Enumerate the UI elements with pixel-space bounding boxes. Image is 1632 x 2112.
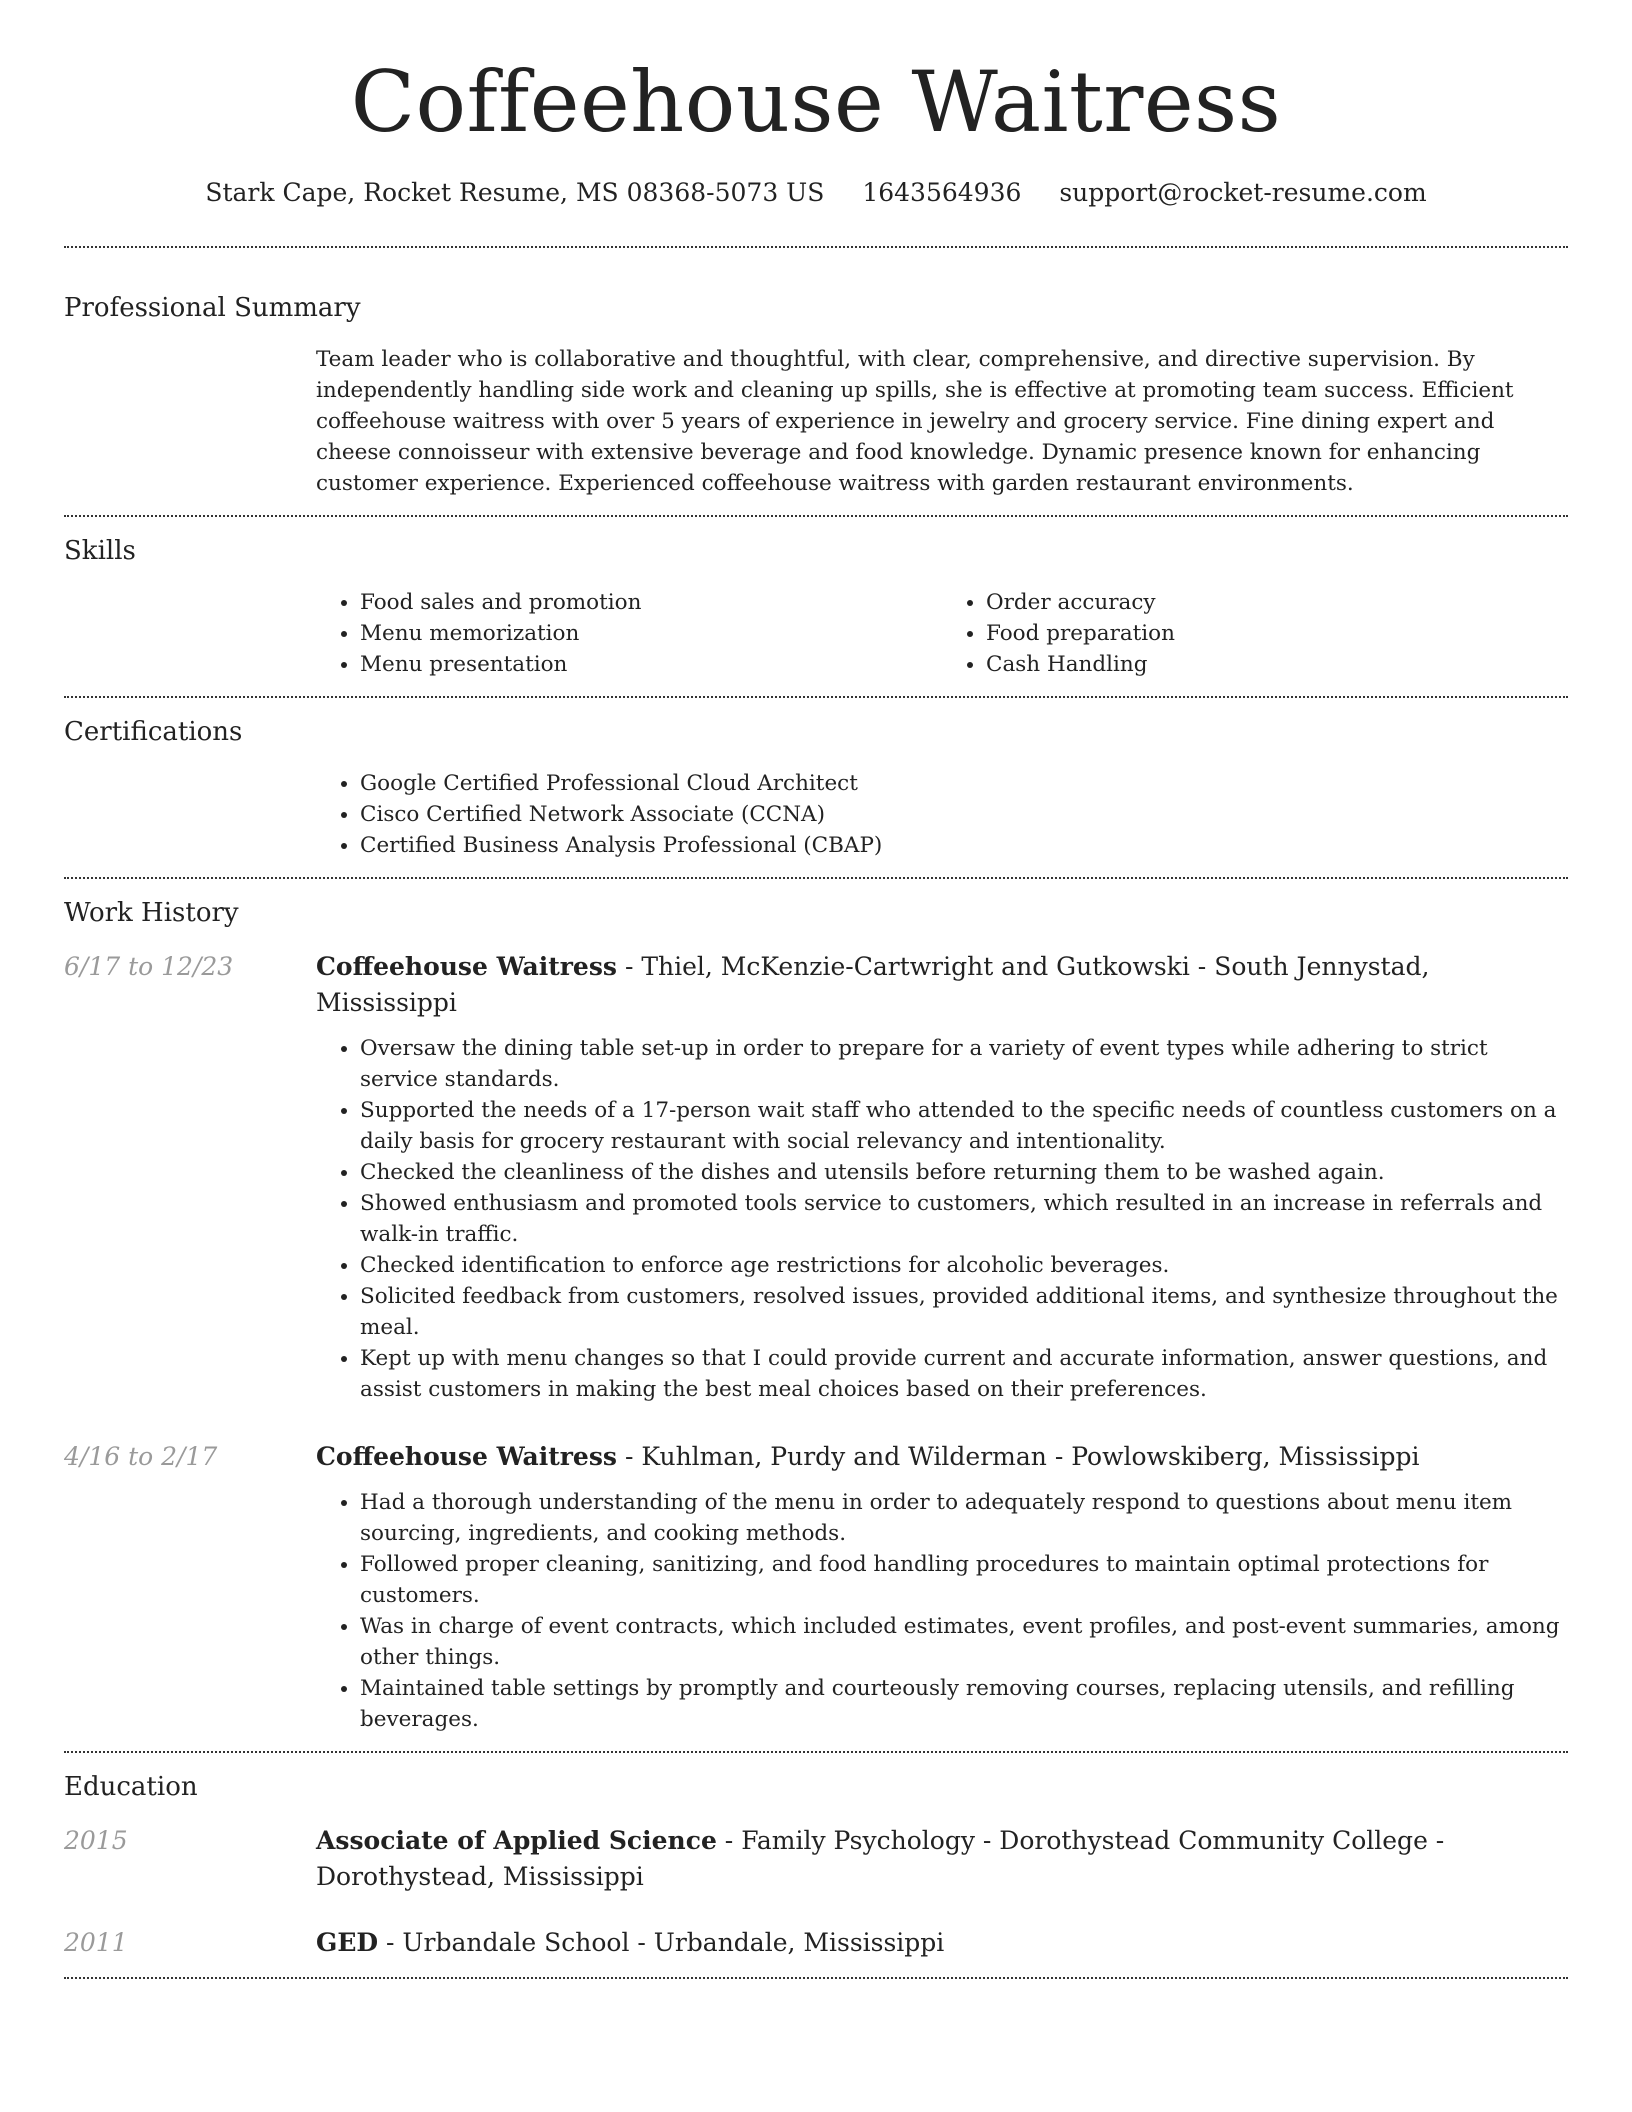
list-item: • Oversaw the dining table set-up in order to prepare for a variety of event types while adhering to strict service standards. (360, 1033, 1568, 1095)
section-education (64, 1753, 1568, 1977)
job-role: Coffeehouse Waitress (316, 952, 617, 981)
job-heading: Coffeehouse Waitress - Thiel, McKenzie-Cartwright and Gutkowski - South Jennystad, Mississippi (316, 952, 1430, 1017)
job-location: South Jennystad, Mississippi (316, 952, 1430, 1017)
list-item: • Kept up with menu changes so that I could provide current and accurate information, answer questions, and assist customers in making the best meal choices based on their preferences. (360, 1343, 1568, 1405)
resume-header (64, 0, 1568, 210)
candidate-name: Coffeehouse Waitress (350, 53, 1282, 151)
education-details: - Family Psychology - Dorothystead Community College - Dorothystead, Mississippi (316, 1826, 1445, 1891)
list-item: • Food sales and promotion (360, 587, 942, 618)
list-item: • Google Certified Professional Cloud Architect (360, 768, 1568, 799)
divider (64, 1977, 1568, 1979)
list-item: • Supported the needs of a 17-person wait staff who attended to the specific needs of countless customers on a daily basis for grocery restaurant with social relevancy and intentionality. (360, 1095, 1568, 1157)
job-role: Coffeehouse Waitress (316, 1442, 617, 1471)
section-skills (64, 517, 1568, 696)
job-dates: 6/17 to 12/23 (64, 952, 234, 981)
skills-grid (316, 587, 1568, 680)
education-year: 2011 (64, 1928, 128, 1957)
section-title-education: Education (64, 1772, 198, 1802)
list-item: • Checked identification to enforce age restrictions for alcoholic beverages. (360, 1250, 1568, 1281)
education-details: - Urbandale School - Urbandale, Mississippi (378, 1928, 945, 1957)
education-heading (316, 1823, 1568, 1895)
list-item: • Showed enthusiasm and promoted tools service to customers, which resulted in an increase in referrals and walk-in traffic. (360, 1188, 1568, 1250)
education-degree: GED (316, 1928, 379, 1957)
list-item: • Had a thorough understanding of the menu in order to adequately respond to questions about menu item sourcing, ingredients, and cooking methods. (360, 1487, 1568, 1549)
job-dates: 4/16 to 2/17 (64, 1442, 218, 1471)
job-bullets (316, 1487, 1568, 1735)
list-item: • Maintained table settings by promptly and courteously removing courses, replacing utensils, and refilling beverages. (360, 1673, 1568, 1735)
list-item: • Menu memorization (360, 618, 942, 649)
education-entry (64, 1925, 1568, 1961)
education-degree: Associate of Applied Science (316, 1826, 717, 1855)
job-entry (64, 949, 1568, 1405)
education-heading (316, 1925, 1568, 1961)
list-item: • Order accuracy (986, 587, 1568, 618)
list-item: • Certified Business Analysis Professional (CBAP) (360, 830, 1568, 861)
summary-text: Team leader who is collaborative and thoughtful, with clear, comprehensive, and directive supervision. By independently handling side work and cleaning up spills, she is effective at promoting team success. Efficient coffeehouse waitress with over 5 years of experience in jewelry and grocery service. Fine dining expert and cheese connoisseur with extensive beverage and food knowledge. Dynamic presence known for enhancing customer experience. Experienced coffeehouse waitress with garden restaurant environments. (316, 347, 1514, 496)
contact-line (64, 176, 1568, 210)
list-item: • Menu presentation (360, 649, 942, 680)
section-title-work: Work History (64, 898, 239, 928)
education-year: 2015 (64, 1826, 128, 1855)
job-location: Powlowskiberg, Mississippi (1071, 1442, 1420, 1471)
list-item: • Was in charge of event contracts, which included estimates, event profiles, and post-event summaries, among other things. (360, 1611, 1568, 1673)
job-entry (64, 1439, 1568, 1735)
list-item: • Cisco Certified Network Associate (CCNA) (360, 799, 1568, 830)
job-company: Kuhlman, Purdy and Wilderman (641, 1442, 1047, 1471)
skills-list-left (316, 587, 942, 680)
section-summary (64, 248, 1568, 515)
certifications-list (316, 768, 1568, 861)
job-bullets (316, 1033, 1568, 1405)
list-item: • Solicited feedback from customers, resolved issues, provided additional items, and synthesize throughout the meal. (360, 1281, 1568, 1343)
list-item: • Checked the cleanliness of the dishes and utensils before returning them to be washed again. (360, 1157, 1568, 1188)
job-heading: Coffeehouse Waitress - Kuhlman, Purdy and Wilderman - Powlowskiberg, Mississippi (316, 1442, 1420, 1471)
skills-list-right (942, 587, 1568, 680)
section-certifications (64, 698, 1568, 877)
section-title-skills: Skills (64, 536, 136, 566)
section-work-history (64, 879, 1568, 1751)
list-item: • Food preparation (986, 618, 1568, 649)
contact-phone: 1643564936 (862, 178, 1022, 207)
job-company: Thiel, McKenzie-Cartwright and Gutkowski (641, 952, 1190, 981)
section-title-certifications: Certifications (64, 717, 243, 747)
contact-email: support@rocket-resume.com (1059, 178, 1427, 207)
education-entry (64, 1823, 1568, 1895)
section-title-summary: Professional Summary (64, 293, 361, 323)
list-item: • Cash Handling (986, 649, 1568, 680)
contact-address: Stark Cape, Rocket Resume, MS 08368-5073 US (205, 178, 825, 207)
list-item: • Followed proper cleaning, sanitizing, and food handling procedures to maintain optimal protections for customers. (360, 1549, 1568, 1611)
